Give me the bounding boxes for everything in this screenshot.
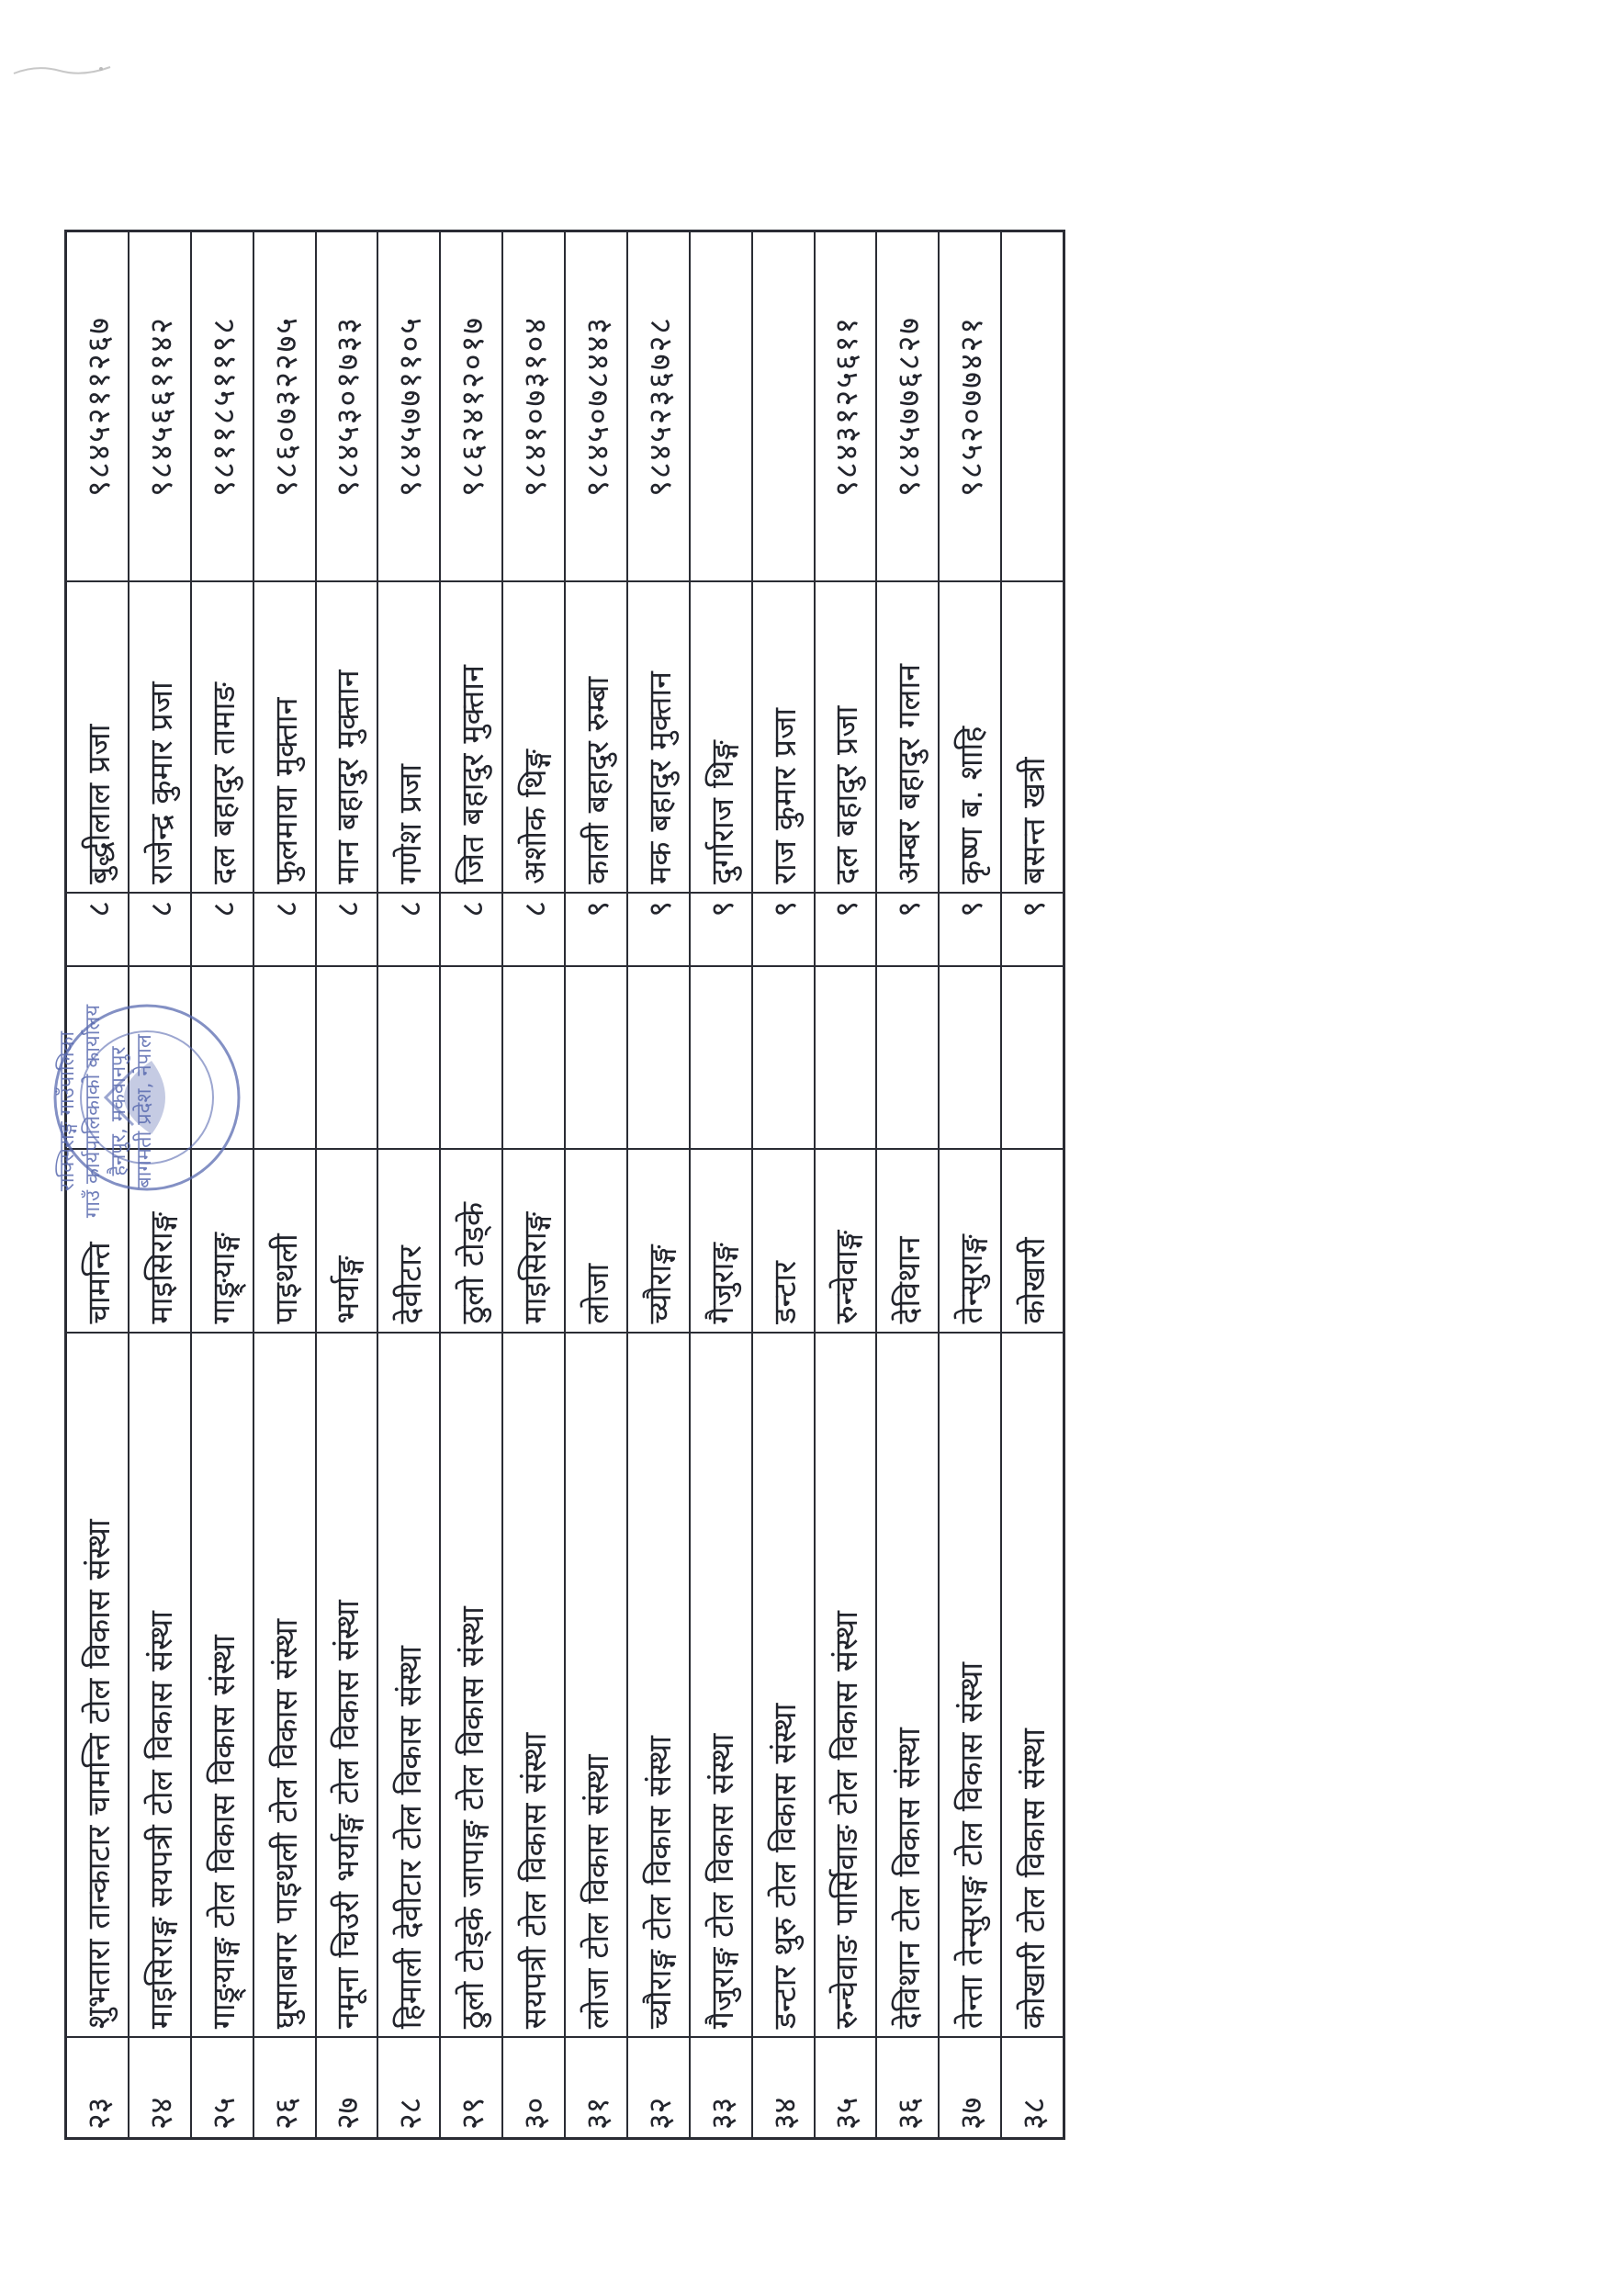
organization-name: लोजा टोल विकास संस्था <box>566 1332 626 2037</box>
contact-person: जित बहादुर मुक्तान <box>441 580 501 892</box>
organization-table <box>64 230 1065 2140</box>
table-row <box>254 232 317 2137</box>
table-row <box>317 232 379 2137</box>
table-row <box>940 232 1002 2137</box>
ward-number: ९ <box>1002 892 1063 965</box>
serial-number: ३६ <box>877 2036 938 2137</box>
table-row <box>691 232 753 2137</box>
table-row <box>816 232 878 2137</box>
seal-text <box>55 1001 158 1221</box>
seal-line-4: बागमती प्रदेश, नेपाल <box>133 1034 156 1188</box>
phone-number <box>691 232 751 580</box>
place-name: भर्याङ्ग <box>317 1148 377 1331</box>
ward-number: ९ <box>628 892 689 965</box>
serial-number: ३२ <box>628 2036 689 2137</box>
ward-number: ८ <box>67 892 128 965</box>
place-name: डन्टार <box>753 1148 814 1331</box>
seal-line-1: राक्सिराङ्ग गाउँपालिका <box>56 1030 79 1192</box>
empty-cell <box>753 965 814 1148</box>
phone-number <box>753 232 814 580</box>
table-row <box>877 232 940 2137</box>
phone-number: ९८४५७७११०५ <box>392 316 430 497</box>
phone-number: ९८४५२११२६७ <box>80 316 118 497</box>
seal-line-3: हैनपुर, मकवानपुर <box>107 1046 130 1176</box>
phone-number: ९८६२४१२०१७ <box>455 316 492 497</box>
ward-number: ९ <box>566 892 626 965</box>
organization-name: च्यौराङ्ग टोल विकास संस्था <box>628 1332 689 2037</box>
organization-name: नमूना चिउरी भर्याङ्ग टोल विकास संस्था <box>317 1332 377 2037</box>
organization-name: घुसाबगर पाइथली टोल विकास संस्था <box>254 1332 315 2037</box>
table-row <box>753 232 816 2137</box>
empty-cell <box>566 965 626 1148</box>
organization-name: हिमाली देवीटार टोल विकास संस्था <box>378 1332 439 2037</box>
place-name: लोजा <box>566 1148 626 1331</box>
organization-name: कोखारी टोल विकास संस्था <box>1002 1332 1063 2037</box>
ward-number: ८ <box>254 892 315 965</box>
organization-name: रुन्चेवाङ पार्सिवाङ टोल विकास संस्था <box>816 1332 876 2037</box>
contact-person: अशोक थिङ्ग <box>503 580 564 892</box>
organization-name: शुभतारा तान्काटार चामन्ति टोल विकास संस्था <box>67 1332 128 2037</box>
place-name: माइसिराङ्ग <box>503 1148 564 1331</box>
table-row <box>566 232 628 2137</box>
table-row <box>1002 232 1063 2137</box>
serial-number: २६ <box>254 2036 315 2137</box>
phone-number: ९८४५३०१७३३ <box>330 316 367 497</box>
serial-number: ३३ <box>691 2036 751 2137</box>
ward-number: ८ <box>129 892 190 965</box>
ward-number: ८ <box>317 892 377 965</box>
serial-number: ३४ <box>753 2036 814 2137</box>
serial-number: ३८ <box>1002 2036 1063 2137</box>
empty-cell <box>877 965 938 1148</box>
table-row <box>192 232 254 2137</box>
table-row <box>378 232 441 2137</box>
table-row <box>628 232 691 2137</box>
phone-number: ९८४५६६११४२ <box>142 316 180 497</box>
phone-number <box>1002 232 1063 580</box>
serial-number: २४ <box>129 2036 190 2137</box>
place-name: गाङ्र्याङ्ग <box>192 1148 253 1331</box>
place-name: च्यौराङ्ग <box>628 1148 689 1331</box>
phone-number: ९८६०७३२२७५ <box>267 316 305 497</box>
phone-number: ९८४५२३६७२८ <box>641 316 679 497</box>
contact-person: दल बहादुर तामाङ <box>192 580 253 892</box>
phone-number: ९८४५०७८४४३ <box>579 316 616 497</box>
place-name: ठुलो टोड्के <box>441 1148 501 1331</box>
phone-number: ९८४३१२५६११ <box>828 316 866 497</box>
contact-person: फुलमाया मुक्तान <box>254 580 315 892</box>
phone-number: ९८४१०७३१०४ <box>517 316 555 497</box>
serial-number: ३७ <box>940 2036 1000 2137</box>
organization-name: ठुलो टोड्के जापाङ्ग टोल विकास संस्था <box>441 1332 501 2037</box>
ward-number: ८ <box>503 892 564 965</box>
place-name: देविथान <box>877 1148 938 1331</box>
contact-person: काली बहादुर रुम्बा <box>566 580 626 892</box>
organization-name: देविथान टोल विकास संस्था <box>877 1332 938 2037</box>
contact-person: दल बहादुर प्रजा <box>816 580 876 892</box>
empty-cell <box>1002 965 1063 1148</box>
empty-cell <box>254 965 315 1148</box>
place-name: रुन्चेवाङ्ग <box>816 1148 876 1331</box>
contact-person: बसन्त खत्री <box>1002 580 1063 892</box>
empty-cell <box>503 965 564 1148</box>
contact-person: बुद्धीलाल प्रजा <box>67 580 128 892</box>
serial-number: २५ <box>192 2036 253 2137</box>
empty-cell <box>816 965 876 1148</box>
contact-person: गणेश प्रजा <box>378 580 439 892</box>
serial-number: २८ <box>378 2036 439 2137</box>
table-row <box>441 232 503 2137</box>
place-name: पाइथली <box>254 1148 315 1331</box>
contact-person: राजेन्द्र कुमार प्रजा <box>129 580 190 892</box>
empty-cell <box>317 965 377 1148</box>
organization-name: गाङ्र्याङ्ग टोल विकास विकास संस्था <box>192 1332 253 2037</box>
serial-number: २३ <box>67 2036 128 2137</box>
empty-cell <box>691 965 751 1148</box>
organization-name: माइसिराङ्ग सयपत्री टोल विकास संस्था <box>129 1332 190 2037</box>
contact-person: राज कुमार प्रजा <box>753 580 814 892</box>
phone-number: ९८११८५११९८ <box>205 316 242 497</box>
ward-number: ९ <box>816 892 876 965</box>
empty-cell <box>378 965 439 1148</box>
scan-speck <box>9 51 119 87</box>
serial-number: ३० <box>503 2036 564 2137</box>
place-name: गैजुराङ्ग <box>691 1148 751 1331</box>
serial-number: २७ <box>317 2036 377 2137</box>
ward-number: ९ <box>940 892 1000 965</box>
place-name: चामन्ति <box>67 1148 128 1331</box>
serial-number: ३१ <box>566 2036 626 2137</box>
empty-cell <box>441 965 501 1148</box>
contact-person: अम्बर बहादुर गलान <box>877 580 938 892</box>
organization-name: तेन्ता तेन्सुराङ्ग टोल विकास संस्था <box>940 1332 1000 2037</box>
organization-name: सयपत्री टोल विकास संस्था <box>503 1332 564 2037</box>
ward-number: ९ <box>753 892 814 965</box>
contact-person: मान बहादुर मुक्तान <box>317 580 377 892</box>
ward-number: ८ <box>378 892 439 965</box>
organization-name: गैजुराङ्ग टोल विकास संस्था <box>691 1332 751 2037</box>
contact-person: मक बहादुर मुक्तान <box>628 580 689 892</box>
serial-number: २९ <box>441 2036 501 2137</box>
seal-line-2: गाउँ कार्यपालिकाको कार्यालय <box>82 1004 105 1219</box>
place-name: कोखारी <box>1002 1148 1063 1331</box>
phone-number: ९८४५७७६८२७ <box>891 316 929 497</box>
ward-number: ८ <box>441 892 501 965</box>
table-row <box>503 232 566 2137</box>
ward-number: ९ <box>691 892 751 965</box>
empty-cell <box>940 965 1000 1148</box>
ward-number: ९ <box>877 892 938 965</box>
serial-number: ३५ <box>816 2036 876 2137</box>
place-name: तेन्सुराङ्ग <box>940 1148 1000 1331</box>
phone-number: ९८५२०७७४२१ <box>953 316 991 497</box>
contact-person: दुर्गाराज थिङ्ग <box>691 580 751 892</box>
empty-cell <box>628 965 689 1148</box>
ward-number: ८ <box>192 892 253 965</box>
place-name: देवीटार <box>378 1148 439 1331</box>
empty-cell <box>192 965 253 1148</box>
place-name: माइसिराङ्ग <box>129 1148 190 1331</box>
organization-name: डन्टार थुरु टोल विकास संस्था <box>753 1332 814 2037</box>
contact-person: कृष्ण ब. शाहि <box>940 580 1000 892</box>
